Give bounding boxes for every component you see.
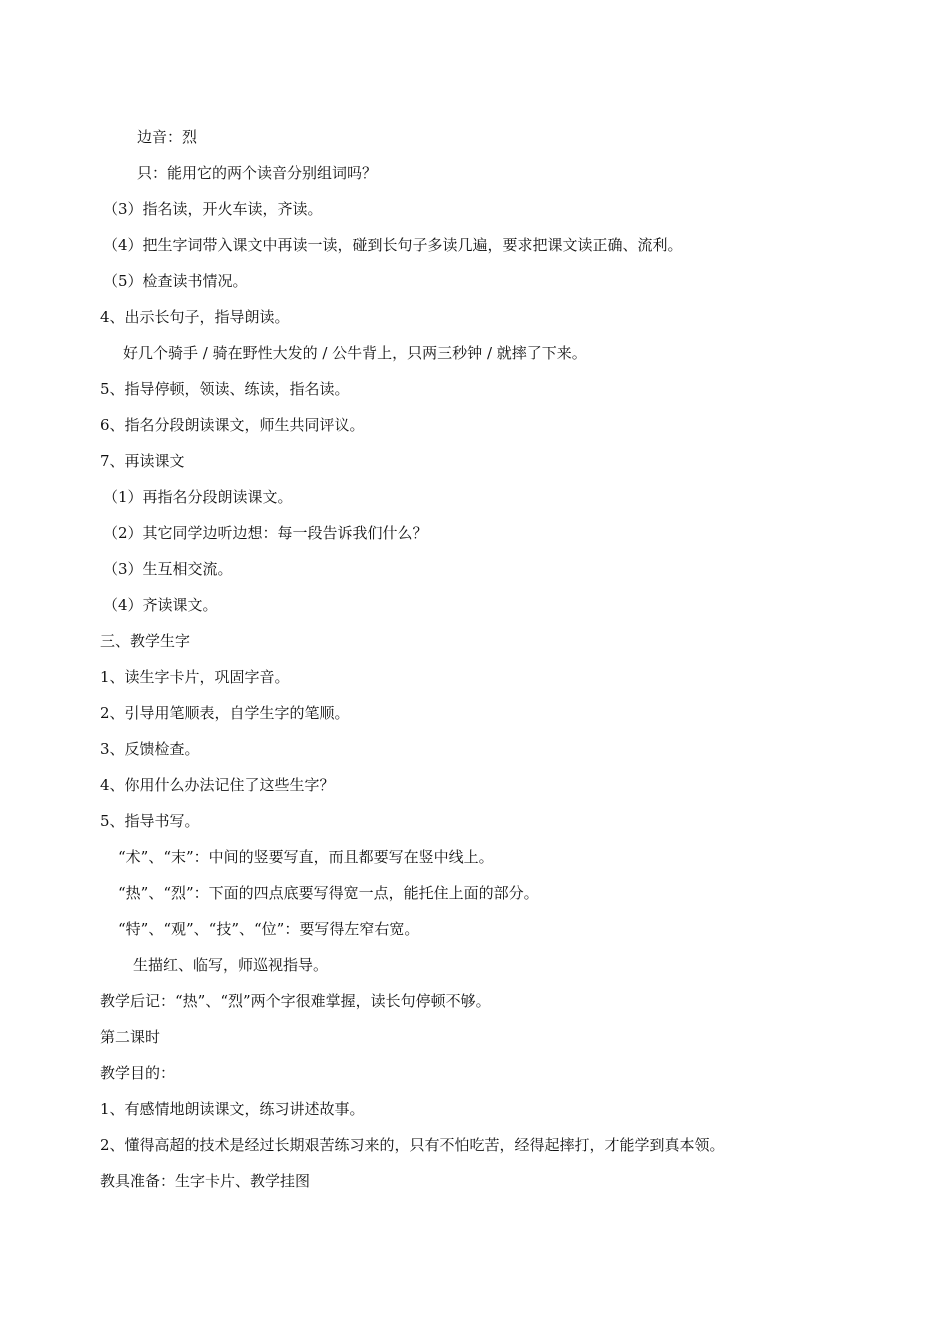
text-line: “特”、“观”、“技”、“位”：要写得左窄右宽。	[118, 920, 420, 938]
text-line: 2、引导用笔顺表，自学生字的笔顺。	[100, 704, 350, 722]
text-line: 教具准备：生字卡片、教学挂图	[100, 1172, 311, 1190]
text-line: 3、反馈检查。	[100, 740, 200, 758]
text-line: （1）再指名分段朗读课文。	[103, 488, 293, 506]
text-line: 4、你用什么办法记住了这些生字？	[100, 776, 335, 794]
text-line: （3）指名读，开火车读，齐读。	[103, 200, 323, 218]
text-line: 6、指名分段朗读课文，师生共同评议。	[100, 416, 365, 434]
section-heading: 三、教学生字	[100, 632, 191, 650]
text-line: 教学目的：	[100, 1064, 176, 1082]
text-line: 1、有感情地朗读课文，练习讲述故事。	[100, 1100, 365, 1118]
text-line: 5、指导书写。	[100, 812, 200, 830]
text-line: 1、读生字卡片，巩固字音。	[100, 668, 290, 686]
text-line: 2、懂得高超的技术是经过长期艰苦练习来的，只有不怕吃苦，经得起摔打，才能学到真本领。	[100, 1136, 725, 1154]
text-line: 边音：烈	[137, 128, 198, 146]
section-heading: 第二课时	[100, 1028, 161, 1046]
text-line: （4）把生字词带入课文中再读一读，碰到长句子多读几遍，要求把课文读正确、流利。	[103, 236, 683, 254]
text-line: 好几个骑手 / 骑在野性大发的 / 公牛背上，只两三秒钟 / 就摔了下来。	[123, 344, 587, 362]
text-line: 生描红、临写，师巡视指导。	[133, 956, 329, 974]
text-line: 4、出示长句子，指导朗读。	[100, 308, 290, 326]
text-line: 7、再读课文	[100, 452, 185, 470]
text-line: 5、指导停顿，领读、练读，指名读。	[100, 380, 350, 398]
text-line: 只：能用它的两个读音分别组词吗？	[137, 164, 378, 182]
text-line: “术”、“末”：中间的竖要写直，而且都要写在竖中线上。	[118, 848, 494, 866]
text-line: （3）生互相交流。	[103, 560, 233, 578]
text-line: （4）齐读课文。	[103, 596, 218, 614]
text-line: 教学后记：“热”、“烈”两个字很难掌握，读长句停顿不够。	[100, 992, 491, 1010]
text-line: “热”、“烈”：下面的四点底要写得宽一点，能托住上面的部分。	[118, 884, 539, 902]
text-line: （5）检查读书情况。	[103, 272, 248, 290]
text-line: （2）其它同学边听边想：每一段告诉我们什么？	[103, 524, 428, 542]
